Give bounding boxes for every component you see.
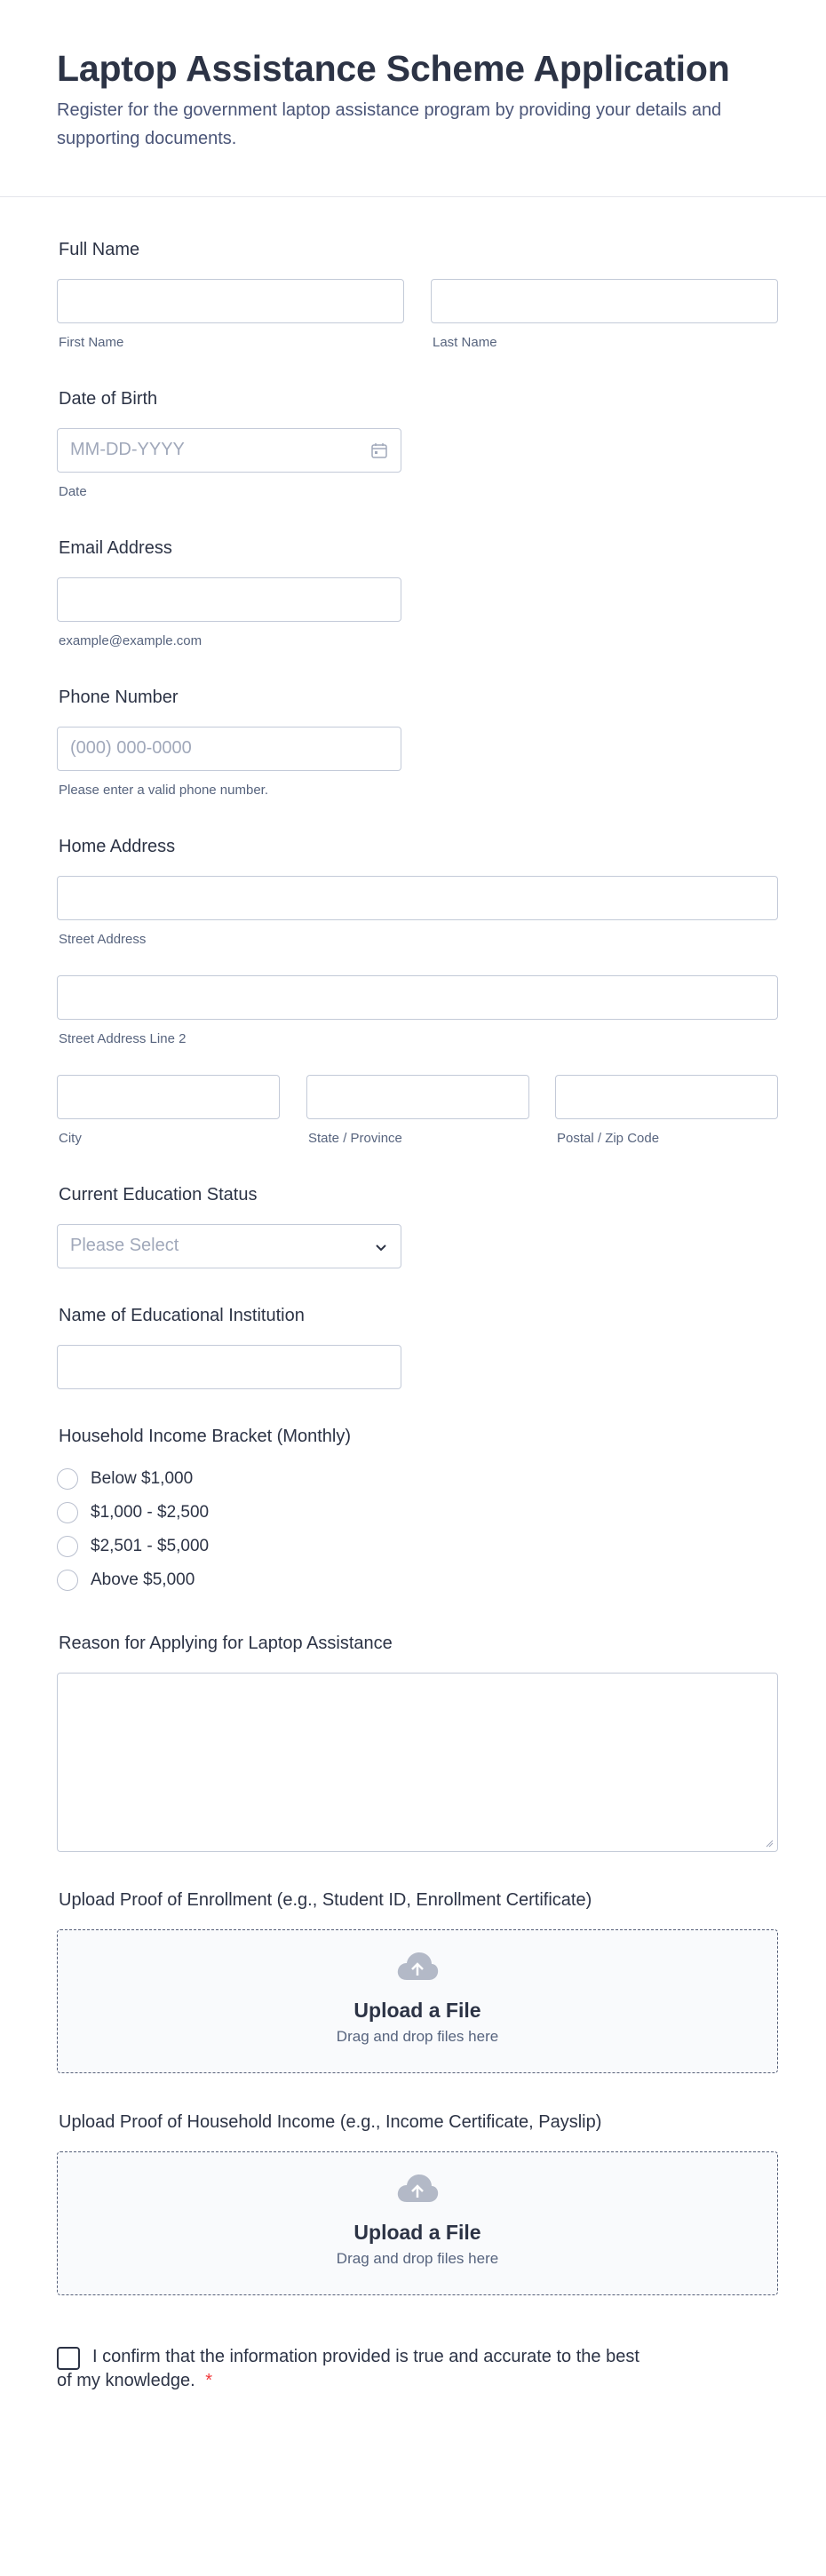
cloud-upload-icon	[395, 1950, 440, 1984]
required-asterisk: *	[205, 2371, 212, 2390]
email-label: Email Address	[59, 538, 172, 558]
zip-input[interactable]	[555, 1075, 778, 1119]
confirm-line-2: of my knowledge.	[57, 2371, 195, 2390]
calendar-icon[interactable]	[370, 441, 388, 459]
institution-input[interactable]	[57, 1345, 401, 1389]
radio-button[interactable]	[57, 1570, 78, 1591]
street-address-input[interactable]	[57, 876, 778, 920]
radio-button[interactable]	[57, 1468, 78, 1490]
upload-subtitle: Drag and drop files here	[336, 2028, 499, 2045]
email-sublabel: example@example.com	[59, 633, 203, 648]
cloud-upload-icon	[395, 2172, 440, 2206]
radio-button[interactable]	[57, 1502, 78, 1523]
phone-label: Phone Number	[59, 688, 179, 707]
form-title: Laptop Assistance Scheme Application	[57, 48, 730, 89]
education-status-label: Current Education Status	[59, 1185, 258, 1205]
reason-label: Reason for Applying for Laptop Assistance	[59, 1634, 393, 1653]
dob-label: Date of Birth	[59, 389, 158, 409]
income-option-label: Below $1,000	[91, 1469, 194, 1488]
dob-sublabel: Date	[59, 484, 87, 499]
phone-sublabel: Please enter a valid phone number.	[59, 783, 268, 798]
street-address-sublabel: Street Address	[59, 932, 147, 947]
city-sublabel: City	[59, 1131, 82, 1146]
upload-title: Upload a File	[353, 2221, 481, 2244]
address-label: Home Address	[59, 837, 176, 856]
income-option-2[interactable]	[57, 1496, 209, 1530]
city-input[interactable]	[57, 1075, 280, 1119]
income-label: Household Income Bracket (Monthly)	[59, 1427, 352, 1446]
full-name-label: Full Name	[59, 240, 140, 259]
institution-label: Name of Educational Institution	[59, 1306, 305, 1325]
confirm-line-1: I confirm that the information provided is true and accurate to the best	[92, 2347, 639, 2366]
state-sublabel: State / Province	[308, 1131, 402, 1146]
education-status-select[interactable]	[57, 1224, 401, 1268]
email-input[interactable]	[57, 577, 401, 622]
last-name-input[interactable]	[431, 279, 778, 323]
first-name-input[interactable]	[57, 279, 404, 323]
dob-input[interactable]	[57, 428, 401, 473]
dob-placeholder: MM-DD-YYYY	[70, 440, 185, 459]
upload-income-label: Upload Proof of Household Income (e.g., Income Certificate, Payslip)	[59, 2112, 602, 2132]
upload-enrollment-dropzone[interactable]	[57, 1929, 778, 2073]
chevron-down-icon	[372, 1238, 390, 1256]
confirm-text	[57, 2345, 732, 2393]
income-option-label: Above $5,000	[91, 1570, 195, 1589]
state-input[interactable]	[306, 1075, 529, 1119]
upload-subtitle: Drag and drop files here	[336, 2250, 499, 2267]
income-radio-group	[57, 1462, 209, 1597]
phone-input[interactable]	[57, 727, 401, 771]
radio-button[interactable]	[57, 1536, 78, 1557]
upload-income-dropzone[interactable]	[57, 2151, 778, 2295]
income-option-3[interactable]	[57, 1530, 209, 1563]
reason-textarea[interactable]	[57, 1673, 778, 1852]
first-name-sublabel: First Name	[59, 335, 124, 350]
street-address-2-input[interactable]	[57, 975, 778, 1020]
upload-enrollment-label: Upload Proof of Enrollment (e.g., Student ID, Enrollment Certificate)	[59, 1890, 592, 1910]
form-header	[0, 0, 826, 197]
upload-title: Upload a File	[353, 1999, 481, 2022]
resize-handle-icon[interactable]	[765, 1839, 774, 1848]
zip-sublabel: Postal / Zip Code	[557, 1131, 660, 1146]
phone-placeholder: (000) 000-0000	[70, 738, 192, 758]
last-name-sublabel: Last Name	[433, 335, 497, 350]
income-option-label: $1,000 - $2,500	[91, 1503, 210, 1522]
income-option-4[interactable]	[57, 1563, 209, 1597]
form-subtitle: Register for the government laptop assistance program by providing your details and supporting documents.	[57, 100, 722, 148]
income-option-1[interactable]	[57, 1462, 209, 1496]
street-address-2-sublabel: Street Address Line 2	[59, 1031, 187, 1046]
income-option-label: $2,501 - $5,000	[91, 1537, 210, 1555]
education-status-placeholder: Please Select	[70, 1236, 179, 1255]
